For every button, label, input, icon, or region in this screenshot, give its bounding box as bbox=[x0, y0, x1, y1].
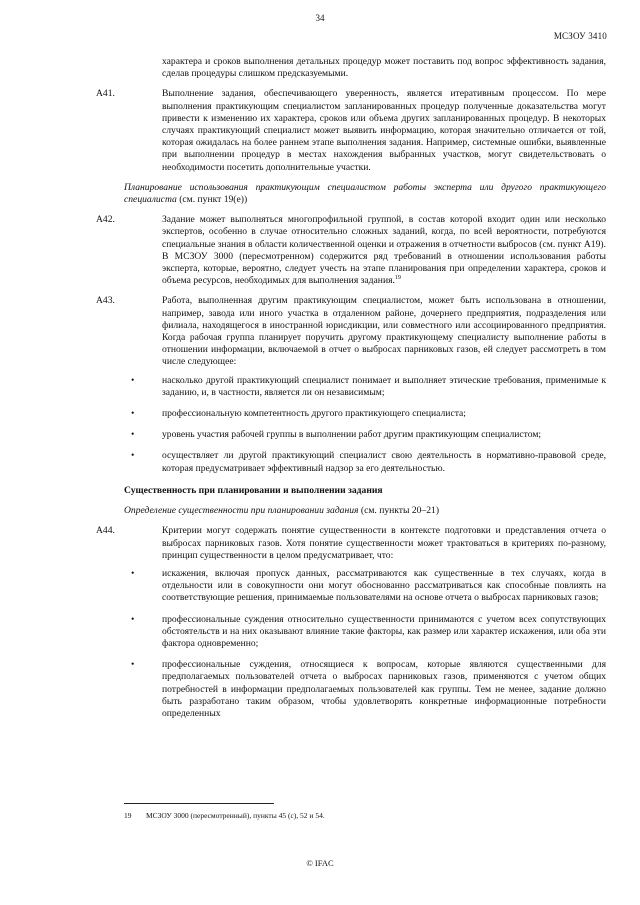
paragraph-a42 bbox=[96, 214, 606, 287]
bullet-icon: • bbox=[131, 613, 135, 625]
subheading-reference: (см. пункты 20–21) bbox=[358, 505, 440, 517]
continuation-text: характера и сроков выполнения детальных процедур может поставить под вопрос эффективность задания, сделав процедуры слишком предсказуемыми. bbox=[162, 56, 606, 80]
paragraph-text: Выполнение задания, обеспечивающего уверенность, является итеративным процессом. По мере выполнения практикующим специалистом запланированных процедур полученные доказательства могут привести к изменению их характера, сроков или объема других запланированных процедур. В некоторых случаях практикующий специалист может выявить информацию, которая значительно отличается от той, которая ожидалась на более раннем этапе выполнения задания. Например, системные ошибки, выявленные при выполнении процедур в местах нахождения выбранных участков, могут свидетельствовать о необходимости посетить дополнительные участки. bbox=[162, 88, 606, 173]
footnote-number: 19 bbox=[124, 811, 132, 820]
list-item bbox=[124, 659, 606, 720]
list-item-text: осуществляет ли другой практикующий специалист свою деятельность в нормативно-правовой среде, которая предусматривает эффективный надзор за его деятельностью. bbox=[162, 450, 606, 474]
list-item-text: уровень участия рабочей группы в выполнении работ другим практикующим специалистом; bbox=[162, 429, 542, 441]
bullet-icon: • bbox=[131, 450, 135, 462]
paragraph-a41 bbox=[96, 88, 606, 173]
main-content bbox=[96, 56, 606, 728]
paragraph-text: Задание может выполняться многопрофильной группой, в состав которой входит один или несколько экспертов, особенно в случае относительно сложных заданий, когда, по всей вероятности, потребуются специальные знания в области количественной оценки и отражения в отчетности выбросов (см. пункт A19). В МСЗОУ 3000 (пересмотренном) содержится ряд требований в отношении использования работы эксперта, которые, вероятно, следует учесть на этапе планирования при определении характера, сроков и объема ресурсов, необходимых для выполнения задания. bbox=[162, 214, 606, 287]
footnote bbox=[124, 811, 325, 820]
paragraph-a43 bbox=[96, 295, 606, 474]
bullet-icon: • bbox=[131, 374, 135, 386]
paragraph-number: A42. bbox=[96, 214, 115, 226]
paragraph-number: A43. bbox=[96, 295, 115, 307]
list-item bbox=[124, 614, 606, 651]
footnote-divider bbox=[124, 803, 274, 804]
bullet-icon: • bbox=[131, 429, 135, 441]
bullet-icon: • bbox=[131, 567, 135, 579]
list-item-text: искажения, включая пропуск данных, рассматриваются как существенные в тех случаях, когда в отдельности или в совокупности они могут обоснованно рассматриваться как способные повлиять на соответствующие решения, принимаемые пользователями на основе отчета о выбросах парниковых газов; bbox=[162, 567, 606, 604]
continuation-paragraph bbox=[124, 56, 606, 80]
paragraph-a44 bbox=[96, 525, 606, 720]
list-item-text: профессиональные суждения относительно существенности принимаются с учетом всех сопутствующих обстоятельств и на них оказывают влияние такие факторы, как размер или характер искажения, или оба эти фактора одновременно; bbox=[162, 613, 606, 649]
paragraph-body bbox=[162, 214, 606, 287]
subheading-text: Планирование использования практикующим специалистом работы эксперта или другого практикующего специалиста bbox=[124, 181, 606, 206]
subheading-planning-expert bbox=[124, 182, 606, 206]
list-item bbox=[124, 429, 606, 441]
paragraph-number: A44. bbox=[96, 525, 115, 537]
footer-copyright: © IFAC bbox=[306, 858, 334, 868]
paragraph-text: Критерии могут содержать понятие существенности в контексте подготовки и представления отчета о выбросах парниковых газов. Хотя понятие существенности может трактоваться в критериях по-разному, принцип существенности в целом предусматривает, что: bbox=[162, 525, 606, 561]
footnote-reference[interactable]: 19 bbox=[394, 275, 401, 282]
list-item bbox=[124, 408, 606, 420]
section-heading: Существенность при планировании и выполнении задания bbox=[124, 484, 383, 496]
paragraph-number: A41. bbox=[96, 88, 115, 100]
bullet-icon: • bbox=[131, 659, 135, 671]
bullet-list bbox=[124, 568, 606, 720]
document-code: МСЗОУ 3410 bbox=[553, 31, 607, 41]
list-item bbox=[124, 375, 606, 399]
footnote-text: МСЗОУ 3000 (пересмотренный), пункты 45 (c), 52 и 54. bbox=[146, 811, 325, 820]
list-item-text: профессиональные суждения, относящиеся к вопросам, которые являются существенными для предполагаемых пользователей отчета о выбросах парниковых газов, применяются с учетом общих потребностей в информации предполагаемых пользователей как группы. Тем не менее, задание должно быть разработано таким образом, чтобы удовлетворять конкретные информационные потребности определенных bbox=[162, 659, 606, 719]
list-item-text: насколько другой практикующий специалист понимает и выполняет этические требования, применимые к заданию, и, в частности, является ли он независимым; bbox=[162, 374, 606, 398]
list-item-text: профессиональную компетентность другого практикующего специалиста; bbox=[162, 408, 466, 420]
subheading-materiality bbox=[124, 505, 606, 517]
list-item bbox=[124, 568, 606, 605]
list-item bbox=[124, 450, 606, 474]
bullet-list bbox=[124, 375, 606, 475]
subheading-text: Определение существенности при планировании задания bbox=[124, 505, 359, 517]
bullet-icon: • bbox=[131, 408, 135, 420]
subheading-reference: (см. пункт 19(е)) bbox=[176, 194, 248, 206]
paragraph-text: Работа, выполненная другим практикующим специалистом, может быть использована в отношении, например, завода или иного участка в отдаленном районе, дочернего предприятия, подразделения или филиала, находящегося в иностранной юрисдикции, или совместного или ассоциированного предприятия. Когда рабочая группа планирует поручить другому практикующему специалисту выполнение работы в отношении информации, включаемой в отчет о выбросах парниковых газов, ей следует рассмотреть в том числе следующее: bbox=[162, 295, 606, 368]
page-number: 34 bbox=[315, 13, 325, 23]
